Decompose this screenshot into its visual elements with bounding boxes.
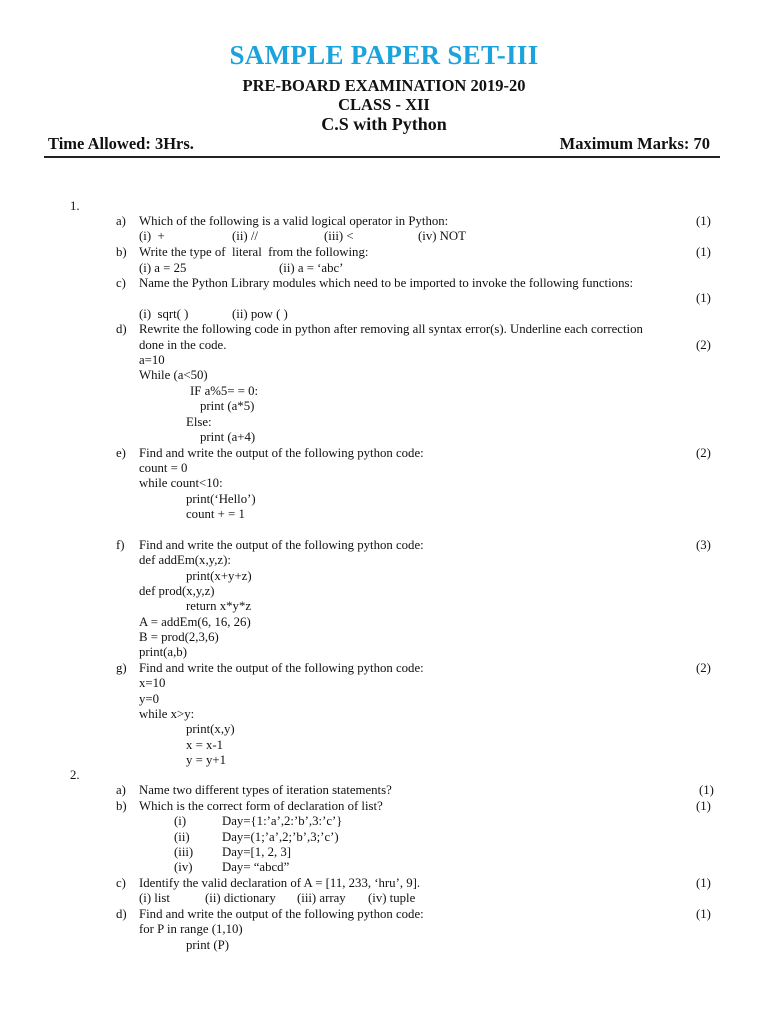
code-line: print (a*5) — [200, 399, 255, 413]
code-line: Else: — [186, 415, 212, 429]
marks-label: (1) — [696, 291, 711, 305]
option: (i) list — [139, 891, 170, 905]
option: (ii) // — [232, 229, 258, 243]
code-line: print(‘Hello’) — [186, 492, 256, 506]
marks-label: (2) — [696, 446, 711, 460]
code-line: print(x,y) — [186, 722, 235, 736]
subquestion-label: c) — [116, 876, 126, 890]
code-line: def addEm(x,y,z): — [139, 553, 231, 567]
code-line: x = x-1 — [186, 738, 224, 752]
paper-title: SAMPLE PAPER SET-III — [229, 40, 539, 70]
option: (ii) pow ( ) — [232, 307, 288, 321]
option-number: (iii) — [174, 845, 194, 859]
code-line: A = addEm(6, 16, 26) — [139, 615, 251, 629]
code-line: a=10 — [139, 353, 165, 367]
code-line: return x*y*z — [186, 599, 252, 613]
code-line: def prod(x,y,z) — [139, 584, 215, 598]
question-text: Rewrite the following code in python after removing all syntax error(s). Underline each correction — [139, 322, 643, 336]
code-line: print(x+y+z) — [186, 569, 252, 583]
code-line: IF a%5= = 0: — [190, 384, 259, 398]
question-text: Identify the valid declaration of A = [11, 233, ‘hru’, 9]. — [139, 876, 421, 890]
class-name: CLASS - XII — [338, 95, 430, 114]
option: (iv) NOT — [418, 229, 466, 243]
question-text: Find and write the output of the following python code: — [139, 446, 424, 460]
subquestion-label: d) — [116, 322, 127, 336]
question-text: Find and write the output of the following python code: — [139, 661, 424, 675]
question-text: Find and write the output of the following python code: — [139, 907, 424, 921]
subquestion-label: d) — [116, 907, 127, 921]
subquestion-label: e) — [116, 446, 126, 460]
option-text: Day=[1, 2, 3] — [222, 845, 292, 859]
option: (ii) a = ‘abc’ — [279, 261, 344, 275]
marks-label: (1) — [696, 214, 711, 228]
code-line: While (a<50) — [139, 368, 208, 382]
code-line: count = 0 — [139, 461, 188, 475]
question-text: Which is the correct form of declaration of list? — [139, 799, 383, 813]
marks-label: (1) — [696, 245, 711, 259]
question-text: Find and write the output of the following python code: — [139, 538, 424, 552]
option-text: Day= “abcd” — [222, 860, 290, 874]
question-text: Name two different types of iteration statements? — [139, 783, 392, 797]
subquestion-label: c) — [116, 276, 126, 290]
option-text: Day=(1;’a’,2;’b’,3;’c’) — [222, 830, 339, 844]
time-allowed: Time Allowed: 3Hrs. — [48, 134, 194, 153]
subquestion-label: g) — [116, 661, 127, 675]
option: (iii) < — [324, 229, 354, 243]
code-line: print (P) — [186, 938, 230, 952]
option-number: (iv) — [174, 860, 193, 874]
code-line: x=10 — [139, 676, 166, 690]
question-text: Name the Python Library modules which need to be imported to invoke the following functions: — [139, 276, 634, 290]
marks-label: (3) — [696, 538, 711, 552]
header-divider — [44, 156, 720, 158]
code-line: print(a,b) — [139, 645, 187, 659]
option-number: (i) — [174, 814, 187, 828]
code-line: count + = 1 — [186, 507, 245, 521]
marks-label: (1) — [696, 799, 711, 813]
option-number: (ii) — [174, 830, 190, 844]
subquestion-label: a) — [116, 214, 126, 228]
code-line: print (a+4) — [200, 430, 256, 444]
question-text: Write the type of literal from the following: — [139, 245, 369, 259]
code-line: while count<10: — [139, 476, 223, 490]
subquestion-label: f) — [116, 538, 125, 552]
option: (ii) dictionary — [205, 891, 276, 905]
marks-label: (2) — [696, 338, 711, 352]
exam-name: PRE-BOARD EXAMINATION 2019-20 — [242, 76, 526, 95]
subquestion-label: b) — [116, 245, 127, 259]
subject-name: C.S with Python — [321, 114, 447, 134]
marks-label: (2) — [696, 661, 711, 675]
question-text: Which of the following is a valid logical operator in Python: — [139, 214, 449, 228]
marks-label: (1) — [699, 783, 714, 797]
question-number: 2. — [70, 768, 80, 782]
code-line: y = y+1 — [186, 753, 227, 767]
marks-label: (1) — [696, 907, 711, 921]
code-line: for P in range (1,10) — [139, 922, 243, 936]
code-line: B = prod(2,3,6) — [139, 630, 219, 644]
option: (iv) tuple — [368, 891, 416, 905]
subquestion-label: b) — [116, 799, 127, 813]
option: (i) a = 25 — [139, 261, 187, 275]
code-line: y=0 — [139, 692, 160, 706]
question-text-continued: done in the code. — [139, 338, 227, 352]
code-line: while x>y: — [139, 707, 195, 721]
subquestion-label: a) — [116, 783, 126, 797]
question-number: 1. — [70, 199, 80, 213]
option: (iii) array — [297, 891, 346, 905]
marks-label: (1) — [696, 876, 711, 890]
option: (i) + — [139, 229, 165, 243]
option: (i) sqrt( ) — [139, 307, 189, 321]
option-text: Day={1:’a’,2:’b’,3:’c’} — [222, 814, 343, 828]
maximum-marks: Maximum Marks: 70 — [559, 134, 710, 153]
